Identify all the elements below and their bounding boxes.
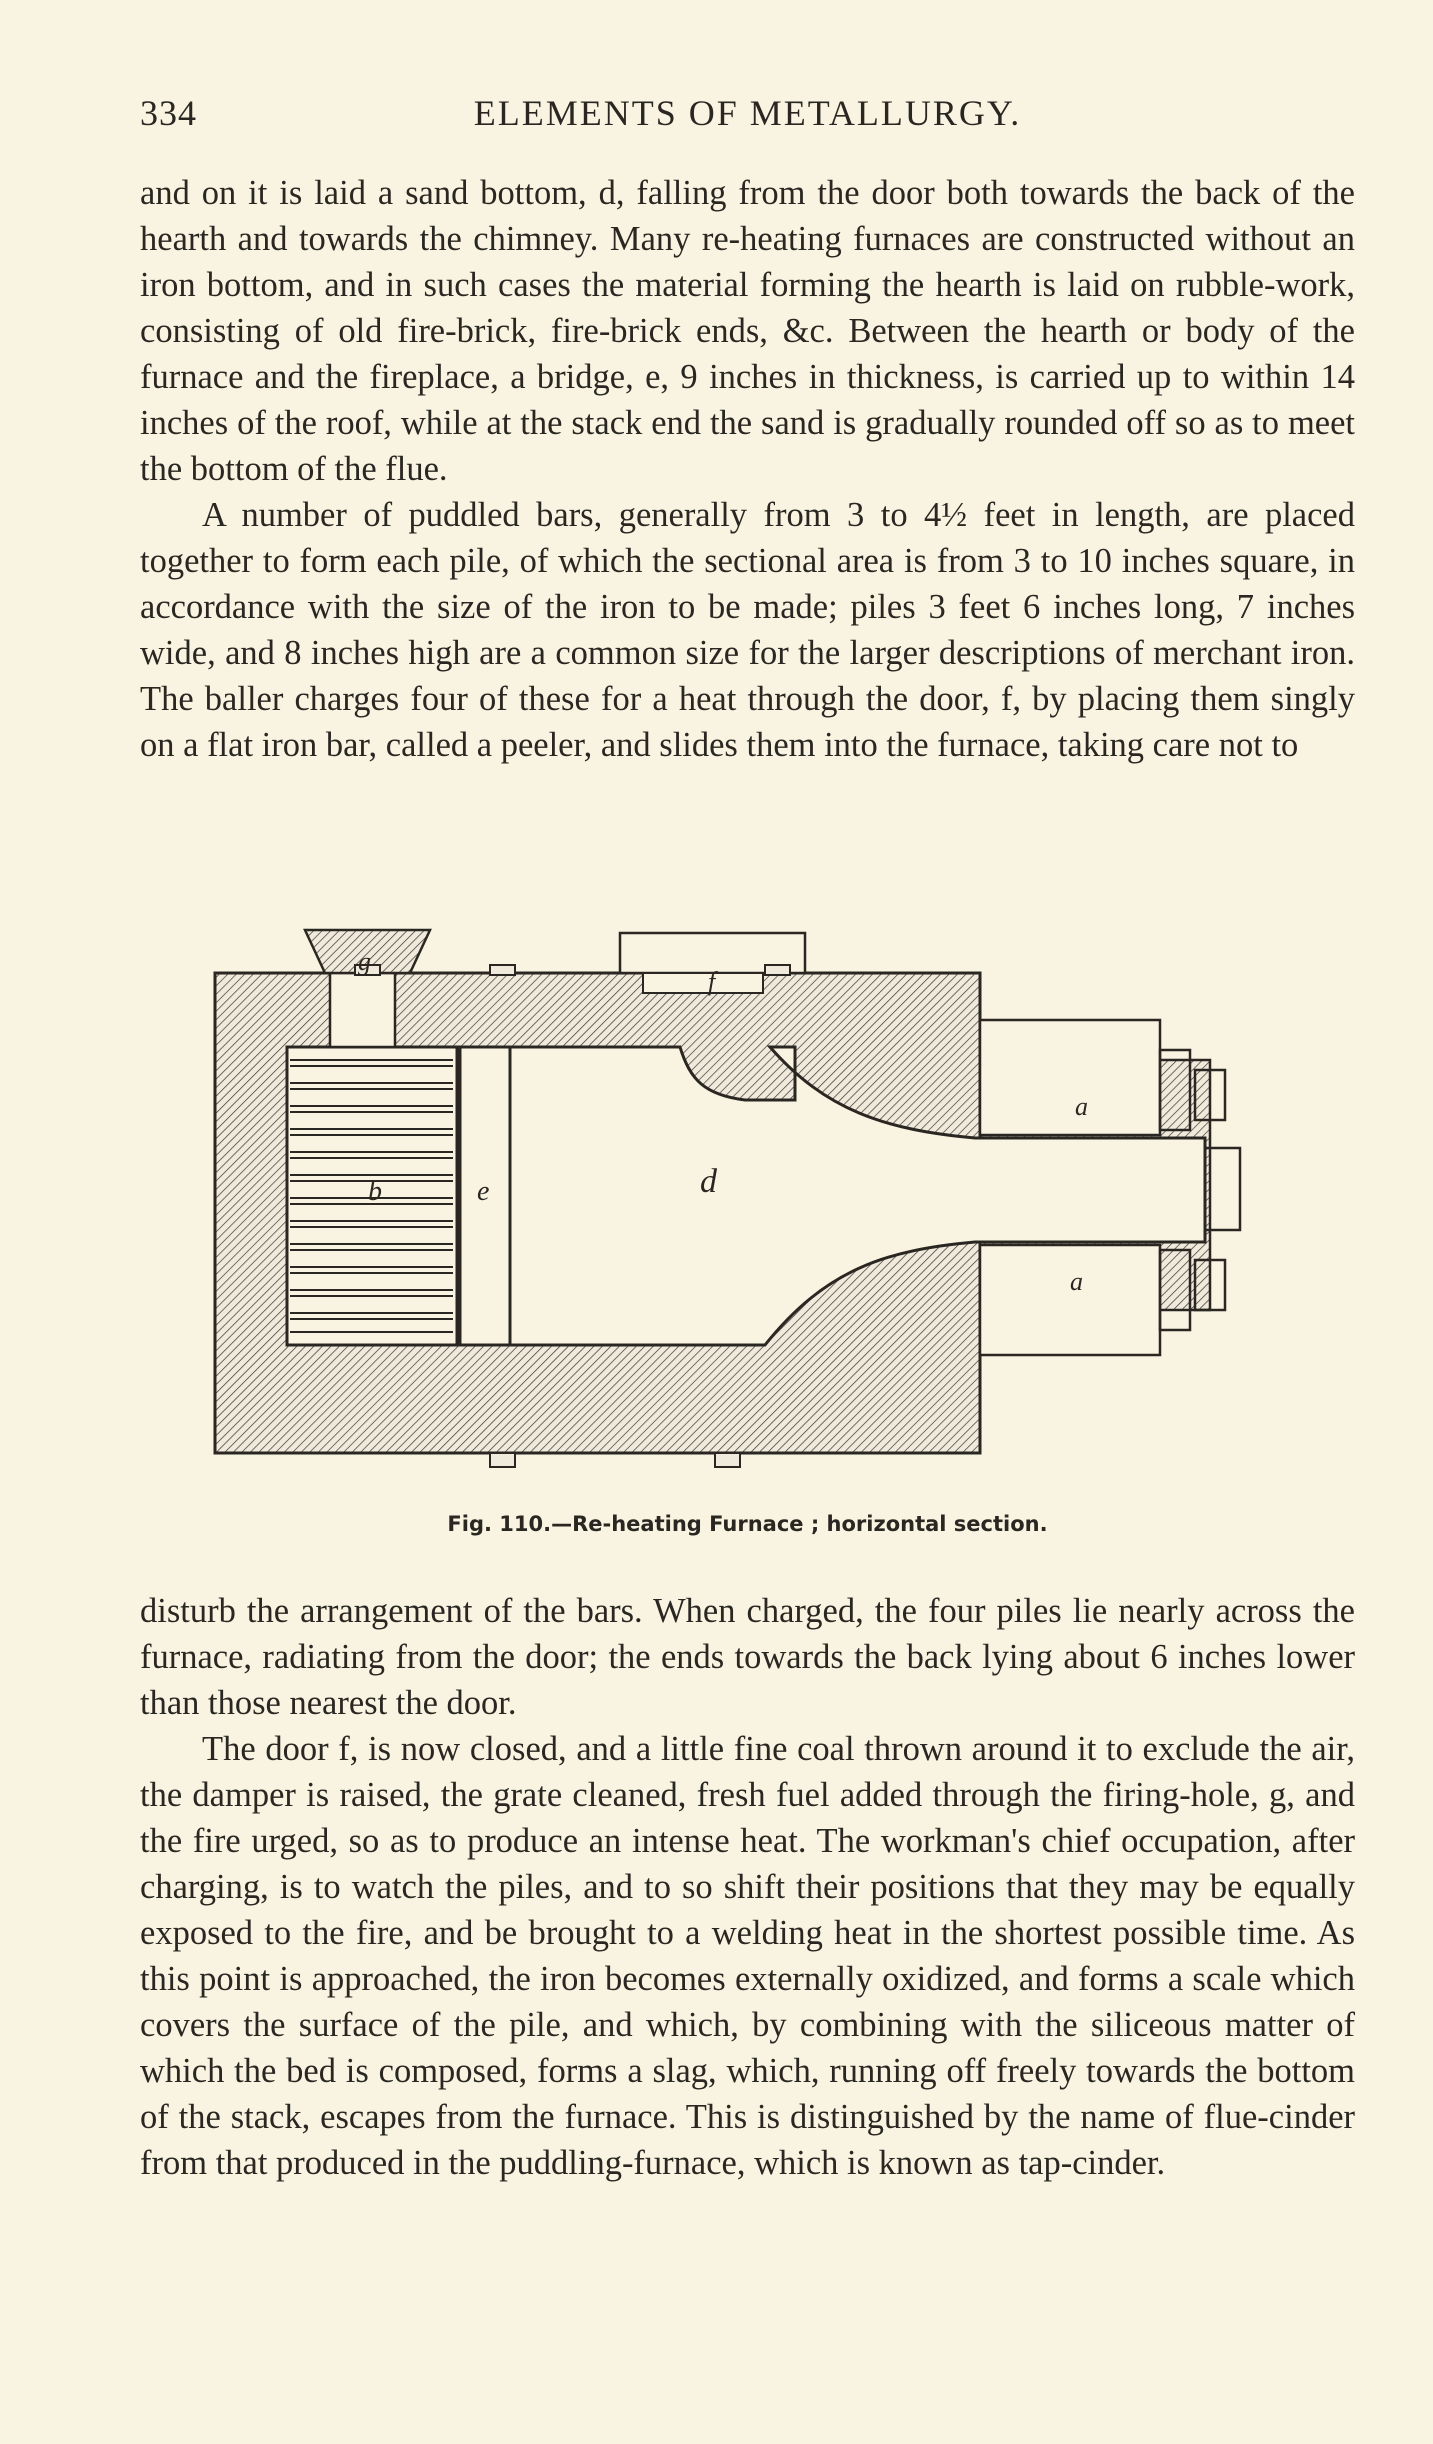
- label-e: e: [477, 1176, 490, 1207]
- paragraph: A number of puddled bars, generally from 3 to 4½ feet in length, are placed together to form each pile, of which the sectional area is from 3 to 10 inches square, in accordance with the size of the iron to be made; piles 3 feet 6 inches long, 7 inches wide, and 8 inches high are a common size for the larger descriptions of merchant iron. The baller charges four of these for a heat through the door, f, by placing them singly on a flat iron bar, called a peeler, and slides them into the furnace, taking care not to: [140, 496, 1355, 764]
- label-d: d: [700, 1163, 717, 1200]
- label-b: b: [368, 1176, 382, 1207]
- text-block-top: [140, 170, 1355, 768]
- label-a-upper: a: [1075, 1092, 1088, 1121]
- text-block-bottom: [140, 1588, 1355, 2186]
- paragraph: disturb the arrangement of the bars. When charged, the four piles lie nearly across the furnace, radiating from the door; the ends towards the back lying about 6 inches lower than those nearest the door.: [140, 1592, 1355, 1722]
- furnace-diagram: [205, 920, 1295, 1470]
- label-a-lower: a: [1070, 1267, 1083, 1296]
- figure-caption: Fig. 110.—Re-heating Furnace ; horizontal section.: [447, 1512, 1048, 1536]
- running-head: [140, 92, 1355, 142]
- paragraph: and on it is laid a sand bottom, d, falling from the door both towards the back of the hearth and towards the chimney. Many re-heating furnaces are constructed without an iron bottom, and in such cases the material forming the hearth is laid on rubble-work, consisting of old fire-brick, fire-brick ends, &c. Between the hearth or body of the furnace and the fireplace, a bridge, e, 9 inches in thickness, is carried up to within 14 inches of the roof, while at the stack end the sand is gradually rounded off so as to meet the bottom of the flue.: [140, 174, 1355, 488]
- label-f: f: [708, 967, 716, 996]
- running-title: ELEMENTS OF METALLURGY.: [473, 93, 1022, 133]
- label-g: g: [358, 947, 371, 976]
- paragraph: The door f, is now closed, and a little fine coal thrown around it to exclude the air, the damper is raised, the grate cleaned, fresh fuel added through the firing-hole, g, and the fire urged, so as to produce an intense heat. The workman's chief occupation, after charging, is to watch the piles, and to so shift their positions that they may be equally exposed to the fire, and be brought to a welding heat in the shortest possible time. As this point is approached, the iron becomes externally oxidized, and forms a scale which covers the surface of the pile, and which, by combining with the siliceous matter of which the bed is composed, forms a slag, which, running off freely towards the bottom of the stack, escapes from the furnace. This is distinguished by the name of flue-cinder from that produced in the puddling-furnace, which is known as tap-cinder.: [140, 1730, 1355, 2182]
- page-number: 334: [140, 93, 197, 133]
